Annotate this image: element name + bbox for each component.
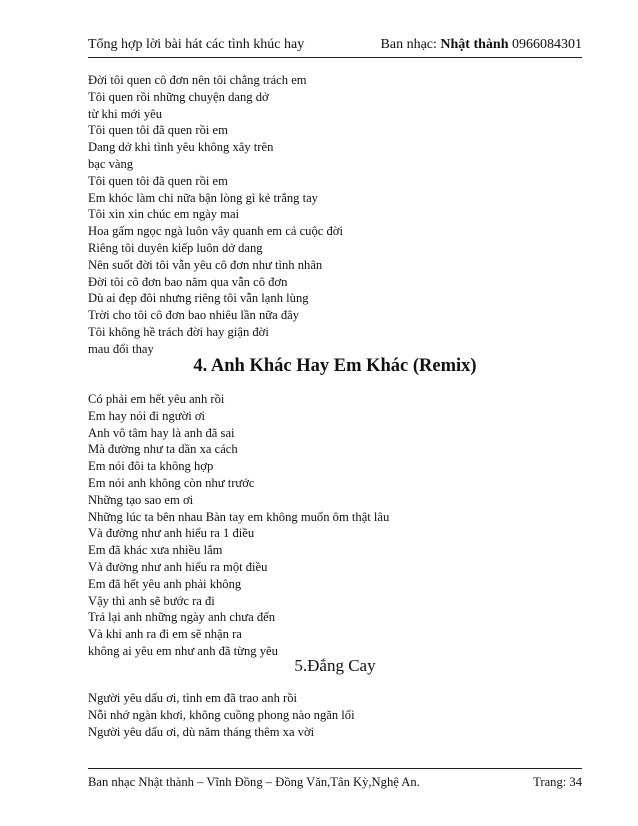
lyric-line: Tôi không hề trách đời hay giận đời	[88, 324, 269, 339]
lyric-line: Em khóc làm chi nữa bận lòng gì kẻ trắng tay	[88, 190, 318, 205]
lyric-line: Và đường như anh hiểu ra 1 điều	[88, 526, 255, 541]
lyric-line: Hoa gấm ngọc ngà luôn vây quanh em cả cuộc đời	[88, 224, 343, 239]
lyric-line: từ khi mới yêu	[88, 106, 163, 121]
song-4-title: 4. Anh Khác Hay Em Khác (Remix)	[193, 356, 477, 376]
footer-address: Ban nhạc Nhật thành – Vĩnh Đồng – Đồng Văn,Tân Kỳ,Nghệ An.	[88, 775, 420, 789]
lyric-line: Đời tôi quen cô đơn nên tôi chẳng trách em	[88, 73, 307, 87]
header-band-label: Ban nhạc:	[380, 37, 441, 52]
lyric-line: Những lúc ta bên nhau Bàn tay em không muốn ôm thật lâu	[88, 509, 390, 524]
lyric-line: Tôi xin xin chúc em ngày mai	[88, 207, 240, 222]
lyric-line: Và đường như anh hiểu ra một điều	[88, 559, 268, 574]
page-header	[88, 35, 582, 58]
lyric-line: Có phải em hết yêu anh rồi	[88, 392, 225, 406]
lyric-line: Trả lại anh những ngày anh chưa đến	[88, 610, 276, 625]
lyric-line: Vậy thì anh sẽ bước ra đi	[88, 593, 215, 608]
lyric-line: Em nói anh không còn như trước	[88, 475, 255, 490]
lyric-line: Em nói đôi ta không hợp	[88, 459, 214, 474]
lyric-line: Dang dở khi tình yêu không xây trên	[88, 140, 274, 155]
lyric-line: Riêng tôi duyên kiếp luôn dở dang	[88, 240, 263, 255]
lyric-line: không ai yêu em như anh đã từng yêu	[88, 643, 278, 658]
header-band-info	[381, 37, 582, 53]
lyric-line: Và khi anh ra đi em sẽ nhận ra	[88, 627, 242, 642]
lyric-line: Em đã khác xưa nhiều lắm	[88, 543, 223, 558]
header-band-name: Nhật thành	[440, 37, 509, 52]
lyric-line: Tôi quen tôi đã quen rồi em	[88, 123, 228, 138]
song-5-lyrics	[88, 690, 568, 740]
lyric-line: Anh vô tâm hay là anh đã sai	[88, 425, 235, 440]
lyric-line: Người yêu dấu ơi, tình em đã trao anh rồi	[88, 691, 298, 705]
header-phone: 0966084301	[508, 37, 582, 52]
lyric-line: bạc vàng	[88, 156, 134, 171]
lyric-line: Tôi quen rồi những chuyện dang dở	[88, 89, 269, 104]
lyrics-continued	[88, 72, 568, 358]
lyric-line: Em đã hết yêu anh phải không	[88, 576, 242, 591]
lyric-line: Em hay nói đi người ơi	[88, 408, 206, 423]
lyric-line: mau đổi thay	[88, 341, 154, 356]
header-title: Tổng hợp lời bài hát các tình khúc hay	[88, 37, 305, 52]
lyric-line: Nên suốt đời tôi vẫn yêu cô đơn như tình nhân	[88, 257, 323, 272]
lyric-line: Người yêu dấu ơi, dù năm tháng thêm xa vời	[88, 724, 315, 739]
lyric-line: Dù ai đẹp đôi nhưng riêng tôi vẫn lạnh lùng	[88, 291, 309, 306]
lyric-line: Tôi quen tôi đã quen rồi em	[88, 173, 228, 188]
song-4-lyrics	[88, 391, 568, 660]
lyric-line: Những tạo sao em ơi	[88, 492, 194, 507]
lyric-line: Nỗi nhớ ngàn khơi, không cuồng phong nào ngăn lối	[88, 707, 355, 722]
lyric-line: Trời cho tôi cô đơn bao nhiêu lần nữa đây	[88, 308, 300, 323]
lyric-line: Đời tôi cô đơn bao năm qua vẫn cô đơn	[88, 274, 288, 289]
song-5-title: 5.Đắng Cay	[294, 656, 376, 675]
page-number: Trang: 34	[533, 775, 582, 789]
lyric-line: Mà đường như ta dần xa cách	[88, 442, 238, 457]
page-footer	[88, 768, 582, 793]
